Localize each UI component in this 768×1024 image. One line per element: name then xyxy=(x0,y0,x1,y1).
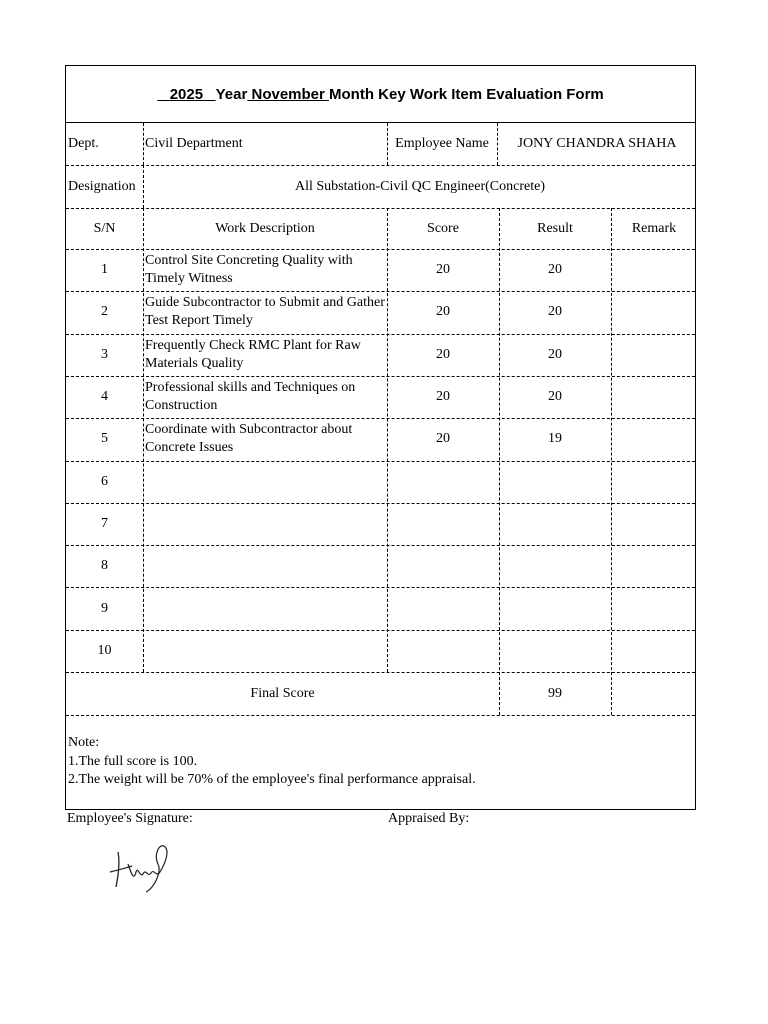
row-sn: 3 xyxy=(101,346,108,362)
row-description: Professional skills and Techniques on Construction xyxy=(145,380,356,414)
row-sn: 1 xyxy=(101,262,108,278)
row-sn: 9 xyxy=(101,600,108,616)
header-work-description: Work Description xyxy=(215,220,315,236)
row-remark xyxy=(611,249,697,291)
row-sn: 6 xyxy=(101,473,108,489)
row-sn: 4 xyxy=(101,389,108,405)
designation-value: All Substation-Civil QC Engineer(Concrete) xyxy=(294,178,545,194)
row-description xyxy=(143,587,387,629)
row-description: Guide Subcontractor to Submit and Gather Test Report Timely xyxy=(145,295,385,329)
note-line-2: 2.The weight will be 70% of the employee's final performance appraisal. xyxy=(68,772,476,787)
row-remark xyxy=(611,418,697,460)
row-description xyxy=(143,630,387,672)
title-year: 2025 xyxy=(169,85,204,103)
row-result: 20 xyxy=(548,304,562,320)
header-result: Result xyxy=(537,220,573,236)
header-score: Score xyxy=(427,220,459,236)
final-score-label: Final Score xyxy=(250,685,315,701)
handwritten-signature xyxy=(88,832,208,896)
row-score xyxy=(387,630,499,672)
row-result xyxy=(499,630,611,672)
row-score: 20 xyxy=(436,431,450,447)
row-description: Frequently Check RMC Plant for Raw Materials Quality xyxy=(145,337,361,371)
row-score xyxy=(387,503,499,545)
form-title xyxy=(66,66,695,123)
title-year-word: Year xyxy=(215,85,248,103)
row-remark xyxy=(611,545,697,587)
row-divider xyxy=(66,715,695,716)
row-remark xyxy=(611,461,697,503)
employee-signature-label: Employee's Signature: xyxy=(67,811,193,826)
row-result xyxy=(499,461,611,503)
row-remark xyxy=(611,291,697,333)
row-score xyxy=(387,545,499,587)
row-score: 20 xyxy=(436,262,450,278)
employee-name-label: Employee Name xyxy=(395,136,489,151)
note-line-1: 1.The full score is 100. xyxy=(68,753,198,769)
row-remark xyxy=(611,503,697,545)
header-remark: Remark xyxy=(631,220,677,236)
row-score xyxy=(387,461,499,503)
row-sn: 7 xyxy=(101,515,108,531)
dept-label: Dept. xyxy=(68,136,99,151)
dept-value: Civil Department xyxy=(145,136,243,151)
final-score-value: 99 xyxy=(548,685,562,701)
row-score: 20 xyxy=(436,389,450,405)
row-result xyxy=(499,545,611,587)
row-description xyxy=(143,503,387,545)
row-result xyxy=(499,587,611,629)
row-result: 20 xyxy=(548,346,562,362)
row-score: 20 xyxy=(436,304,450,320)
title-month: November xyxy=(251,85,325,103)
row-remark xyxy=(611,630,697,672)
row-remark xyxy=(611,376,697,418)
row-score xyxy=(387,587,499,629)
designation-label: Designation xyxy=(68,178,136,194)
header-sn: S/N xyxy=(93,220,116,236)
employee-name-value: JONY CHANDRA SHAHA xyxy=(517,136,677,151)
appraised-by-label: Appraised By: xyxy=(388,811,470,826)
final-score-remark xyxy=(611,672,697,715)
row-sn: 5 xyxy=(101,431,108,447)
row-score: 20 xyxy=(436,346,450,362)
title-rest: Month Key Work Item Evaluation Form xyxy=(329,85,604,103)
row-result xyxy=(499,503,611,545)
row-description: Control Site Concreting Quality with Timely Witness xyxy=(145,253,353,287)
row-description: Coordinate with Subcontractor about Concrete Issues xyxy=(145,422,353,456)
note-block xyxy=(68,734,476,790)
row-sn: 10 xyxy=(97,642,112,658)
note-heading: Note: xyxy=(68,735,100,750)
row-description xyxy=(143,545,387,587)
row-result: 19 xyxy=(548,431,562,447)
row-remark xyxy=(611,334,697,376)
evaluation-form xyxy=(65,65,696,810)
row-remark xyxy=(611,587,697,629)
row-result: 20 xyxy=(548,389,562,405)
row-description xyxy=(143,461,387,503)
row-sn: 2 xyxy=(101,304,108,320)
row-result: 20 xyxy=(548,262,562,278)
row-sn: 8 xyxy=(101,558,108,574)
